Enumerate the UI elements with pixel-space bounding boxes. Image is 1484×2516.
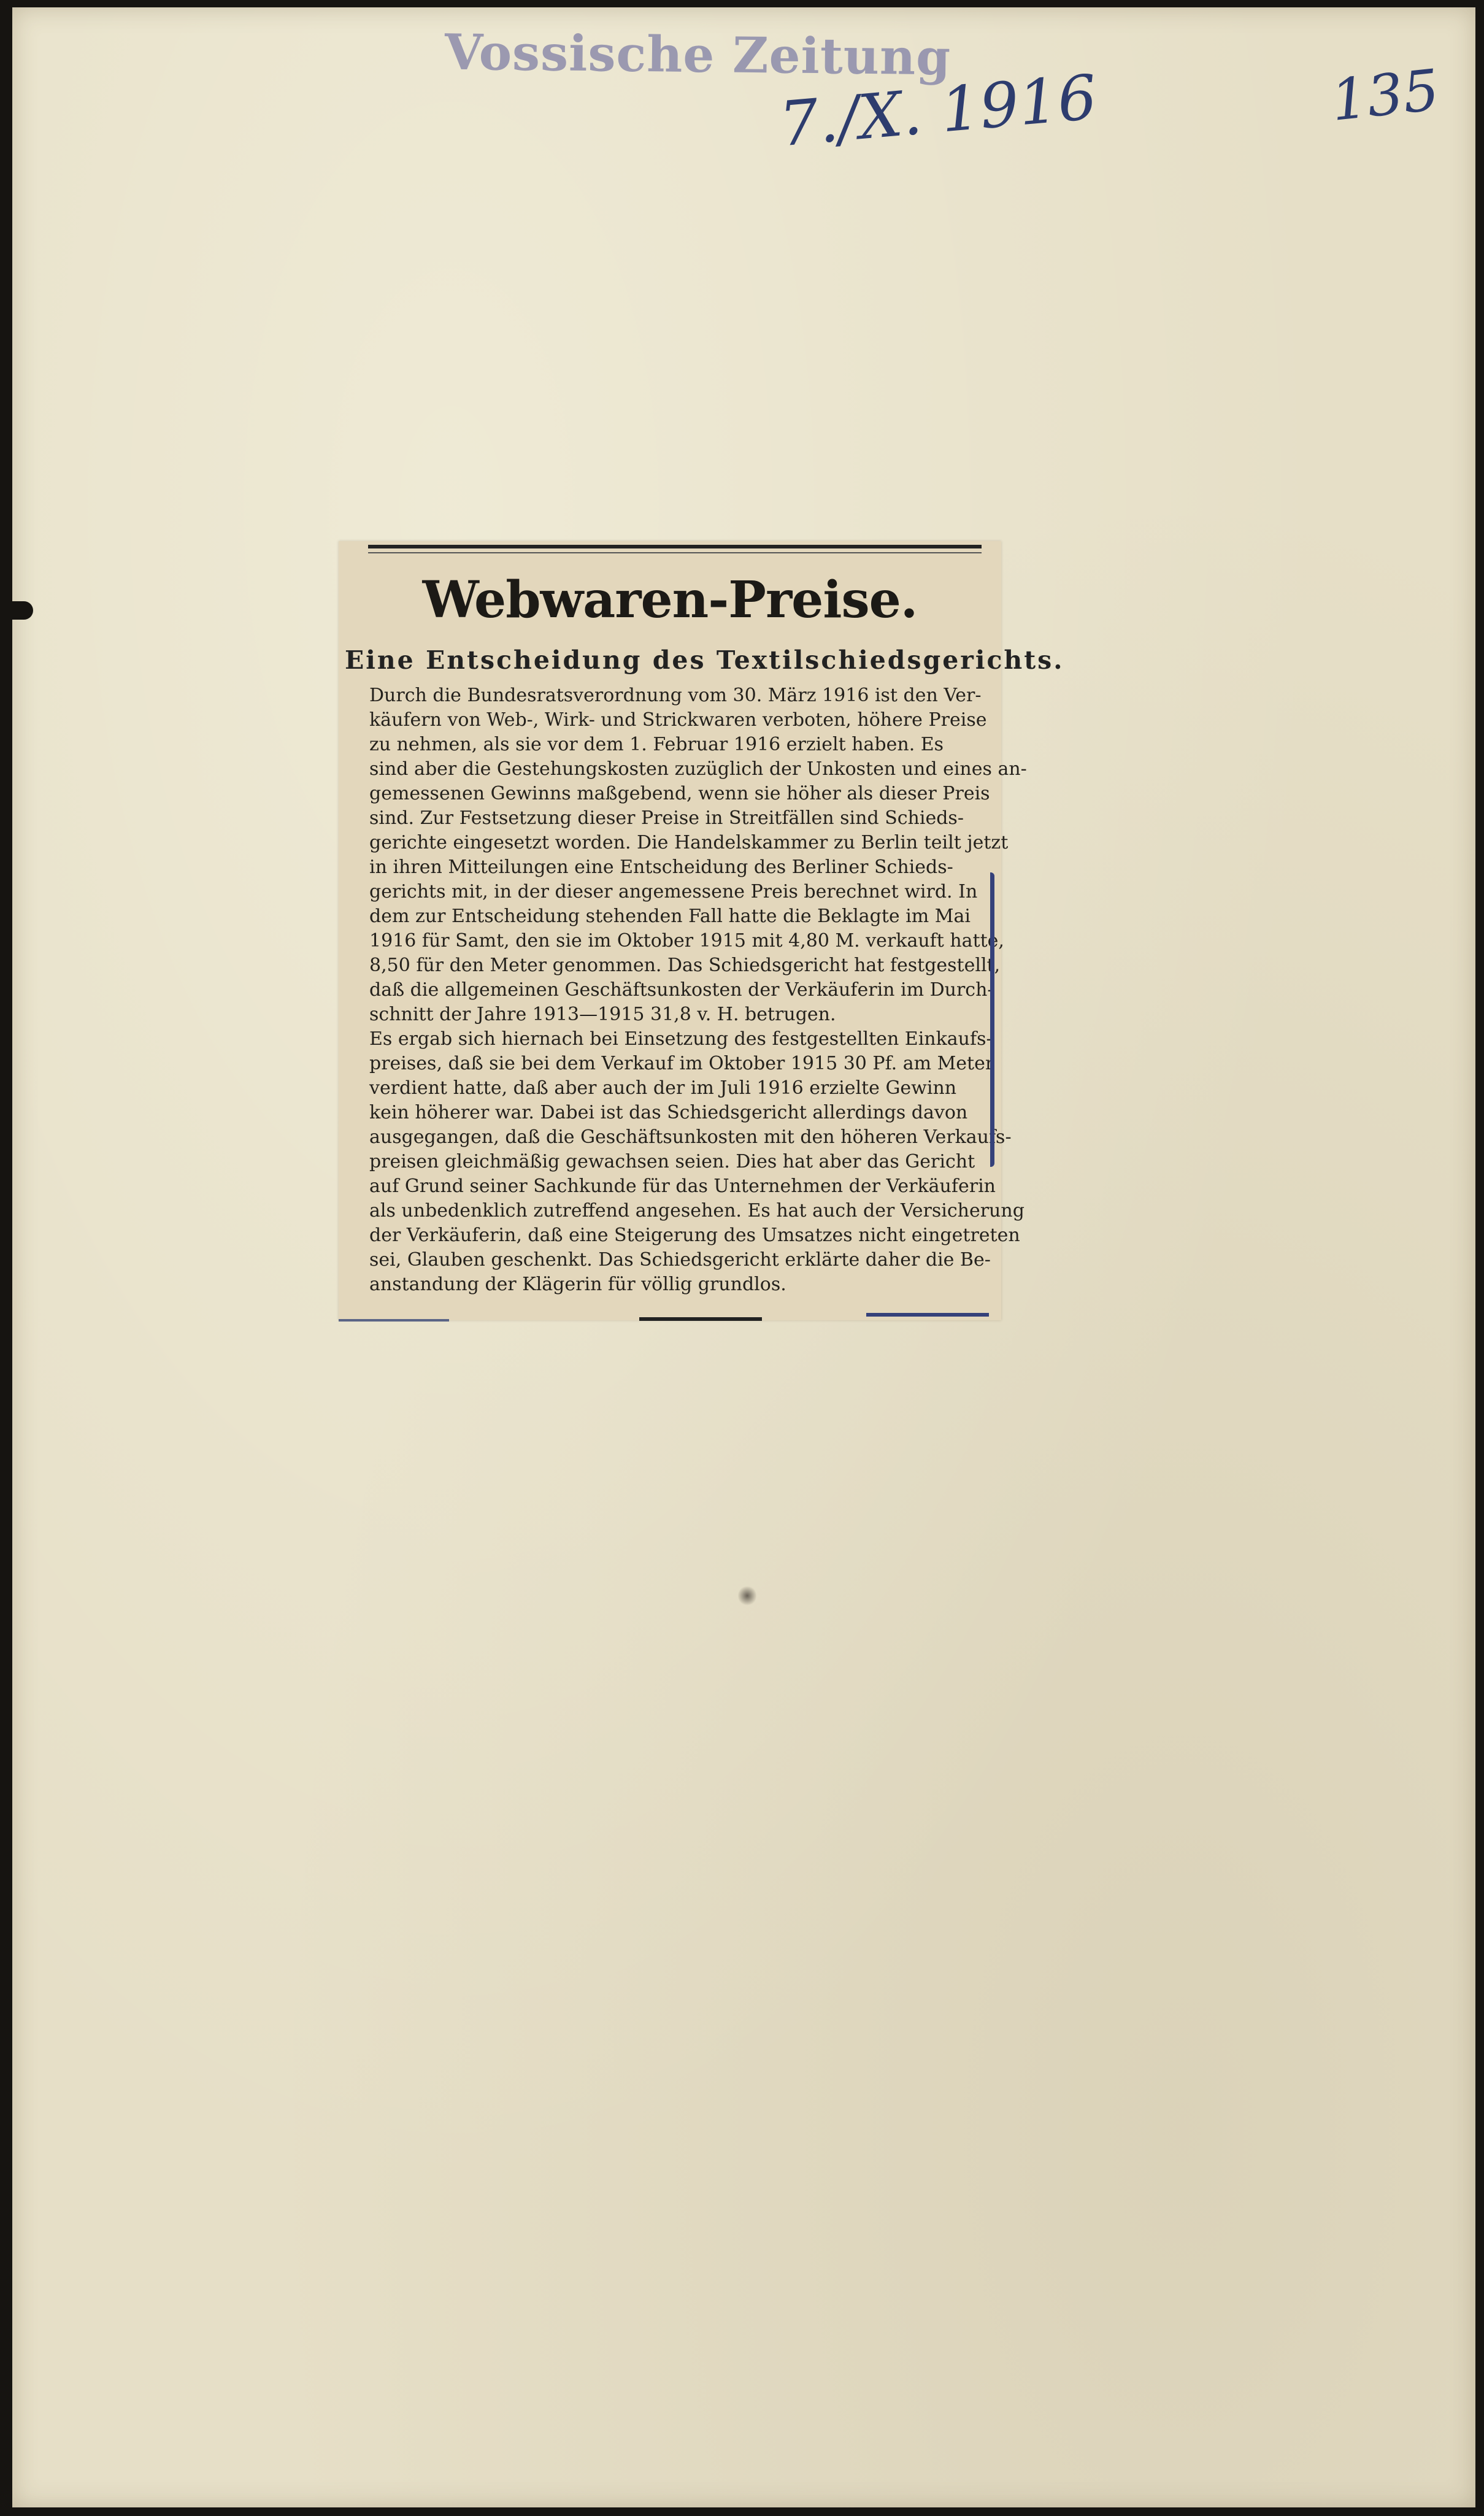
clipping-top-rule — [368, 545, 982, 548]
article-line: anstandung der Klägerin für völlig grundlos. — [369, 1274, 786, 1295]
article-line: dem zur Entscheidung stehenden Fall hatte die Beklagte im Mai — [369, 906, 971, 927]
article-line: 1916 für Samt, den sie im Oktober 1915 mit 4,80 M. verkauft hatte, — [369, 930, 1004, 952]
article-line: verdient hatte, daß aber auch der im Juli 1916 erzielte Gewinn — [369, 1077, 957, 1099]
newspaper-clipping — [339, 541, 1064, 1320]
article-line: der Verkäuferin, daß eine Steigerung des Umsatzes nicht eingetreten — [369, 1225, 1020, 1246]
article-line: 8,50 für den Meter genommen. Das Schiedsgericht hat festgestellt, — [369, 955, 1001, 976]
paper-speck — [738, 1585, 756, 1606]
article-line: schnitt der Jahre 1913—1915 31,8 v. H. betrugen. — [369, 1004, 836, 1025]
handwritten-date: 7./X. 1916 — [776, 61, 1100, 161]
newspaper-stamp: Vossische Zeitung — [444, 23, 952, 87]
article-line: auf Grund seiner Sachkunde für das Unternehmen der Verkäuferin — [369, 1175, 996, 1197]
article-line: kein höherer war. Dabei ist das Schiedsgericht allerdings davon — [369, 1102, 968, 1123]
article-line: zu nehmen, als sie vor dem 1. Februar 1916 erzielt haben. Es — [369, 734, 944, 755]
article-line: sind. Zur Festsetzung dieser Preise in Streitfällen sind Schieds- — [369, 807, 964, 829]
article-line: sind aber die Gestehungskosten zuzüglich der Unkosten und eines an- — [369, 758, 1027, 780]
article-subheadline: Eine Entscheidung des Textilschiedsgerichts. — [345, 645, 1064, 675]
article-line: gemessenen Gewinns maßgebend, wenn sie höher als dieser Preis — [369, 783, 990, 804]
article-headline: Webwaren-Preise. — [422, 571, 918, 629]
article-line: preises, daß sie bei dem Verkauf im Oktober 1915 30 Pf. am Meter — [369, 1053, 994, 1074]
article-line: gerichte eingesetzt worden. Die Handelskammer zu Berlin teilt jetzt — [369, 832, 1009, 853]
article-line: als unbedenklich zutreffend angesehen. Es hat auch der Versicherung — [369, 1200, 1025, 1221]
article-body — [369, 683, 1027, 1297]
article-line: sei, Glauben geschenkt. Das Schiedsgericht erklärte daher die Be- — [369, 1249, 991, 1271]
blue-pencil-bracket — [983, 872, 994, 1167]
punch-hole — [12, 601, 33, 620]
clipping-top-rule-thin — [368, 552, 982, 553]
article-line: Durch die Bundesratsverordnung vom 30. März 1916 ist den Ver- — [369, 685, 982, 706]
blue-pencil-underline — [866, 1313, 989, 1317]
article-line: ausgegangen, daß die Geschäftsunkosten mit den höheren Verkaufs- — [369, 1126, 1012, 1148]
blue-pencil-mark-left — [339, 1319, 449, 1321]
article-line: preisen gleichmäßig gewachsen seien. Dies hat aber das Gericht — [369, 1151, 975, 1172]
article-line: in ihren Mitteilungen eine Entscheidung des Berliner Schieds- — [369, 856, 953, 878]
article-line: daß die allgemeinen Geschäftsunkosten der Verkäuferin im Durch- — [369, 979, 994, 1001]
article-line: Es ergab sich hiernach bei Einsetzung des festgestellten Einkaufs- — [369, 1028, 993, 1050]
clipping-bottom-rule — [639, 1317, 762, 1321]
handwritten-folio-number: 135 — [1328, 57, 1442, 134]
archive-sheet — [12, 7, 1475, 2507]
article-line: gerichts mit, in der dieser angemessene Preis berechnet wird. In — [369, 881, 978, 902]
article-line: käufern von Web-, Wirk- und Strickwaren verboten, höhere Preise — [369, 709, 987, 731]
